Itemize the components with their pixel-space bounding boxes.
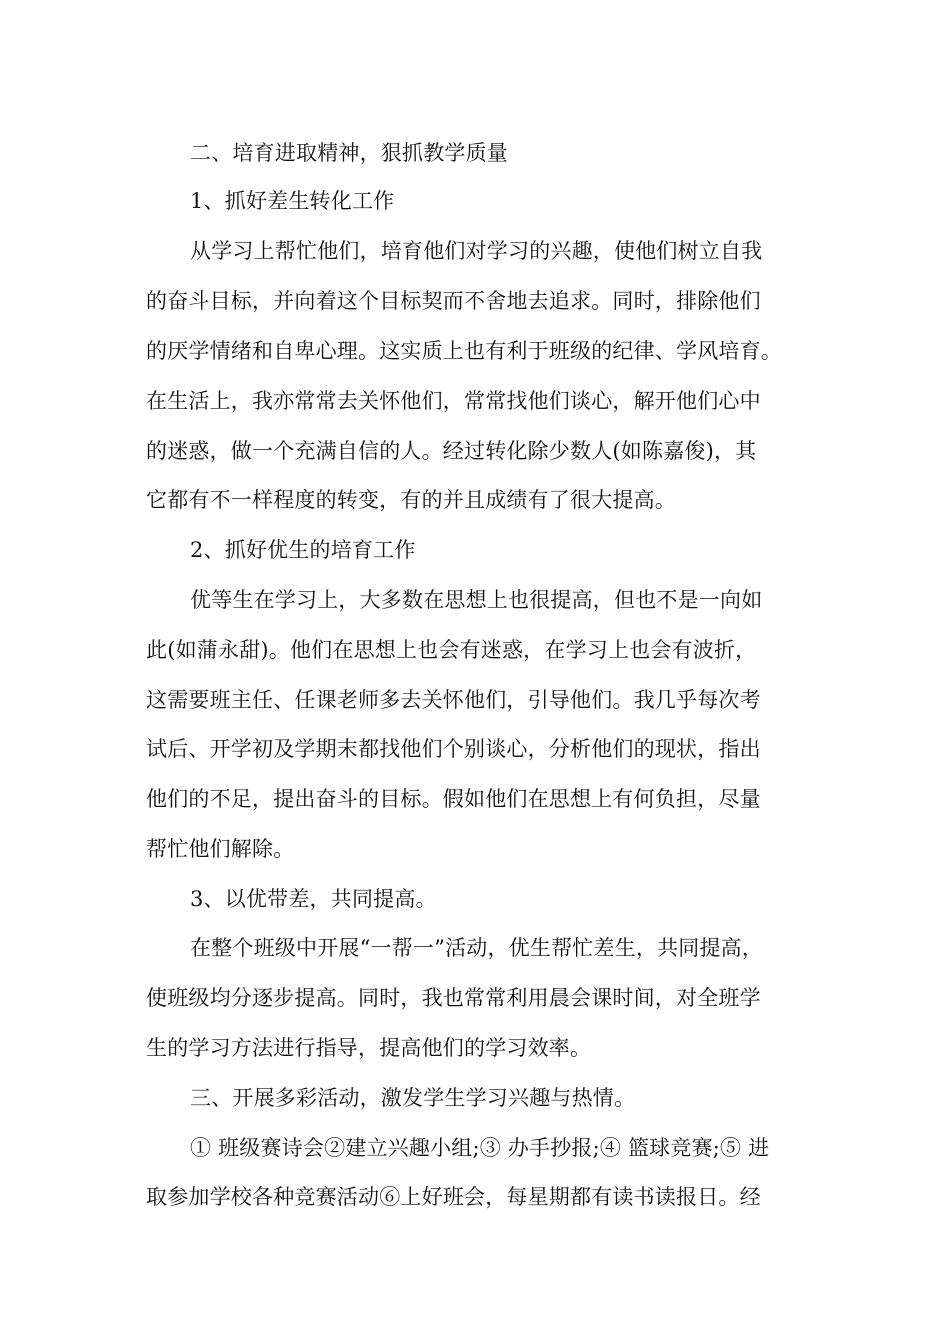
paragraph-line: 从学习上帮忙他们，培育他们对学习的兴趣，使他们树立自我 [190,239,763,263]
paragraph-line: 他们的不足，提出奋斗的目标。假如他们在思想上有何负担，尽量 [146,787,761,811]
subheading-3: 3、以优带差，共同提高。 [190,887,437,911]
subheading-1: 1、抓好差生转化工作 [190,189,395,213]
paragraph-line: 取参加学校各种竞赛活动⑥上好班会，每星期都有读书读报日。经 [146,1185,761,1209]
paragraph-line: 使班级均分逐步提高。同时，我也常常利用晨会课时间，对全班学 [146,986,761,1010]
paragraph-line: 的奋斗目标，并向着这个目标契而不舍地去追求。同时，排除他们 [146,289,761,313]
paragraph-line: 的迷惑，做一个充满自信的人。经过转化除少数人(如陈嘉俊)，其 [146,439,757,463]
paragraph-line: 在生活上，我亦常常去关怀他们，常常找他们谈心，解开他们心中 [146,389,761,413]
paragraph-line: 试后、开学初及学期末都找他们个别谈心，分析他们的现状，指出 [146,737,761,761]
paragraph-line: 在整个班级中开展“一帮一”活动，优生帮忙差生，共同提高， [190,936,764,960]
section-heading-2: 二、培育进取精神，狠抓教学质量 [190,141,508,165]
paragraph-line: 优等生在学习上，大多数在思想上也很提高，但也不是一向如 [190,588,763,612]
paragraph-line: 的厌学情绪和自卑心理。这实质上也有利于班级的纪律、学风培育。 [146,339,782,363]
paragraph-line: 这需要班主任、任课老师多去关怀他们，引导他们。我几乎每次考 [146,688,761,712]
paragraph-line: 此(如蒲永甜)。他们在思想上也会有迷惑，在学习上也会有波折， [146,638,757,662]
paragraph-line: 它都有不一样程度的转变，有的并且成绩有了很大提高。 [146,488,676,512]
paragraph-line: 生的学习方法进行指导，提高他们的学习效率。 [146,1036,592,1060]
paragraph-line: ① 班级赛诗会②建立兴趣小组;③ 办手抄报;④ 篮球竞赛;⑤ 进 [190,1136,770,1160]
paragraph-line: 帮忙他们解除。 [146,837,295,861]
subheading-2: 2、抓好优生的培育工作 [190,538,416,562]
section-heading-3: 三、开展多彩活动，激发学生学习兴趣与热情。 [190,1086,636,1110]
